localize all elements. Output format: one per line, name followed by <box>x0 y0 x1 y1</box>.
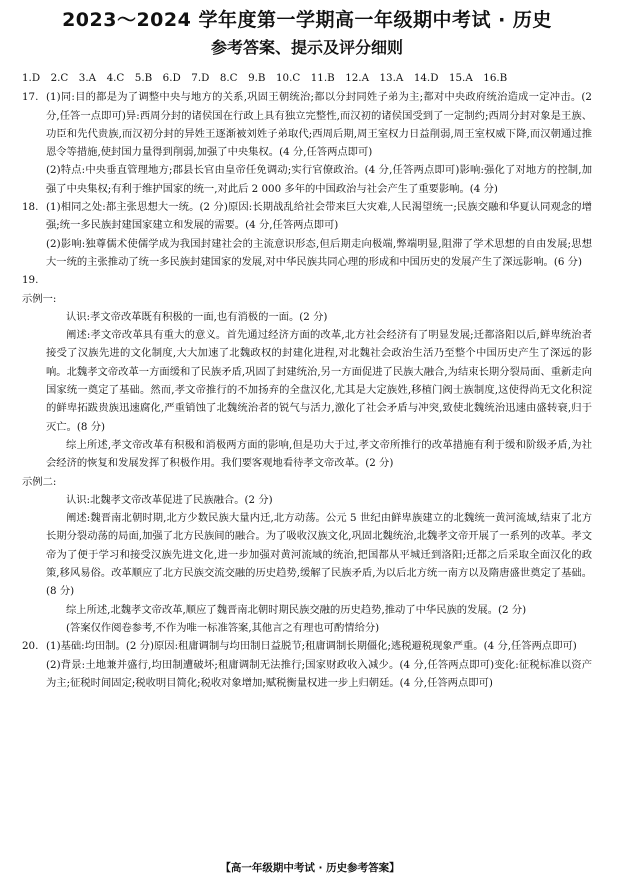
example-2-label: 示例二: <box>22 475 57 488</box>
mc-answer: 3.A <box>78 72 97 84</box>
mc-answer: 7.D <box>191 72 210 84</box>
mc-answer: 4.C <box>106 72 125 84</box>
example-1-label: 示例一: <box>22 292 57 305</box>
example-1-view: 认识:孝文帝改革既有积极的一面,也有消极的一面。(2 分) <box>66 310 328 323</box>
document-title: 2023～2024 学年度第一学期高一年级期中考试 · 历史 <box>62 9 552 31</box>
mc-answer: 15.A <box>448 72 473 84</box>
question-20 <box>22 637 592 692</box>
question-number: 19. <box>22 274 39 287</box>
example-2-argument: 阐述:魏晋南北朝时期,北方少数民族大量内迁,北方动荡。公元 5 世纪由鲜卑族建立的北魏统一黄河流域,结束了北方长期分裂动荡的局面,加强了北方民族间的融合。为了吸收汉族文化,巩固北魏统治,北魏孝文帝开展了一系列的改革。孝文帝为了便于学习和接受汉族先进文化,进一步加强对黄河流域的统治,把国都从平城迁到洛阳;迁都之后采取全面汉化的政策,移风易俗。改革顺应了北方民族交流交融的历史趋势,缓解了民族矛盾,为以后北方统一南方以及隋唐盛世奠定了基础。(8 分) <box>46 512 592 598</box>
question-number: 20. <box>22 640 39 653</box>
question-19 <box>22 271 592 289</box>
page-footer: 【高一年级期中考试 · 历史参考答案】 <box>220 862 400 874</box>
question-17 <box>22 88 592 198</box>
q20-part-1: (1)基础:均田制。(2 分)原因:租庸调制与均田制日益脱节;租庸调制长期僵化;逃税避税现象严重。(4 分,任答两点即可) <box>46 640 577 653</box>
q17-part-1: (1)同:目的都是为了调整中央与地方的关系,巩固王朝统治;都以分封同姓子弟为主;都对中央政府统治造成一定冲击。(2 分,任答一点即可)异:西周分封的诸侯国在行政上具有独立完整性,而汉初的诸侯国受到了一定制约;西周分封对象是王族、功臣和先代贵族,而汉初分封的异姓王逐渐被刘姓子弟取代;西周后期,周王室权力日益削弱,周王室权威下降,而汉朝通过推恩令等措施,使封国力量得到削弱,加强了中央集权。(4 分,任答两点即可) <box>46 91 592 159</box>
grading-note: (答案仅作阅卷参考,不作为唯一标准答案,其他言之有理也可酌情给分) <box>66 621 380 634</box>
mc-answer: 5.B <box>134 72 153 84</box>
mc-answer: 16.B <box>483 72 508 84</box>
document-subtitle: 参考答案、提示及评分细则 <box>210 38 403 57</box>
question-number: 17. <box>22 91 39 104</box>
example-1-summary: 综上所述,孝文帝改革有积极和消极两方面的影响,但是功大于过,孝文帝所推行的改革措施有利于缓和阶级矛盾,为社会经济的恢复和发展发挥了积极作用。我们要客观地看待孝文帝改革。(2 分) <box>46 438 592 470</box>
mc-answer: 11.B <box>310 72 335 84</box>
mc-answer: 1.D <box>22 72 41 84</box>
mc-answer: 6.D <box>162 72 181 84</box>
question-18 <box>22 198 592 271</box>
mc-answer: 2.C <box>50 72 69 84</box>
q18-part-2: (2)影响:独尊儒术使儒学成为我国封建社会的主流意识形态,但后期走向极端,弊端明显,阻滞了学术思想的自由发展;思想大一统的主张推动了统一多民族封建国家的发展,对中华民族共同心理的形成和中国历史的发展产生了深远影响。(6 分) <box>46 237 592 268</box>
question-number: 18. <box>22 201 39 214</box>
mc-answer: 13.A <box>379 72 404 84</box>
q20-part-2: (2)背景:土地兼并盛行,均田制遭破坏;租庸调制无法推行;国家财政收入减少。(4 分,任答两点即可)变化:征税标准以资产为主;征税时间固定;税收明目简化;税收对象增加;赋税衡量权进一步上归朝廷。(4 分,任答两点即可) <box>46 658 592 689</box>
multiple-choice-answers <box>22 69 592 87</box>
mc-answer: 8.C <box>219 72 238 84</box>
example-1-argument: 阐述:孝文帝改革具有重大的意义。首先通过经济方面的改革,北方社会经济有了明显发展;迁都洛阳以后,鲜卑统治者接受了汉族先进的文化制度,大大加速了北魏政权的封建化进程,对北魏社会政治生活乃至整个中国历史产生了深远的影响。北魏孝文帝改革一方面缓和了民族矛盾,巩固了封建统治,另一方面促进了民族大融合,为结束长期分裂局面、重新走向国家统一奠定了基础。然而,孝文帝推行的不加扬弃的全盘汉化,尤其是大定族姓,移植门阀士族制度,这使得尚无文化积淀的鲜卑拓跋贵族迅速腐化,严重销蚀了北魏统治者的锐气与活力,激化了社会矛盾与冲突,致使北魏统治迅速由盛转衰,归于灭亡。(8 分) <box>46 329 592 433</box>
q17-part-2: (2)特点:中央垂直管理地方;郡县长官由皇帝任免调动;实行官僚政治。(4 分,任答两点即可)影响:强化了对地方的控制,加强了中央集权;有利于维护国家的统一,对此后 2 000 多年的中国政治与社会产生了重要影响。(4 分) <box>46 164 592 195</box>
q19-body <box>22 290 592 638</box>
q18-part-1: (1)相同之处:都主张思想大一统。(2 分)原因:长期战乱给社会带来巨大灾难,人民渴望统一;民族交融和华夏认同观念的增强;统一多民族封建国家建立和发展的需要。(4 分,任答两点即可) <box>46 201 592 232</box>
example-2-summary: 综上所述,北魏孝文帝改革,顺应了魏晋南北朝时期民族交融的历史趋势,推动了中华民族的发展。(2 分) <box>66 603 527 616</box>
answer-body <box>22 69 592 692</box>
mc-answer: 12.A <box>345 72 369 84</box>
mc-answer: 9.B <box>248 72 266 84</box>
mc-answer: 14.D <box>413 72 439 84</box>
mc-answer: 10.C <box>275 72 301 84</box>
example-2-view: 认识:北魏孝文帝改革促进了民族融合。(2 分) <box>66 493 273 506</box>
